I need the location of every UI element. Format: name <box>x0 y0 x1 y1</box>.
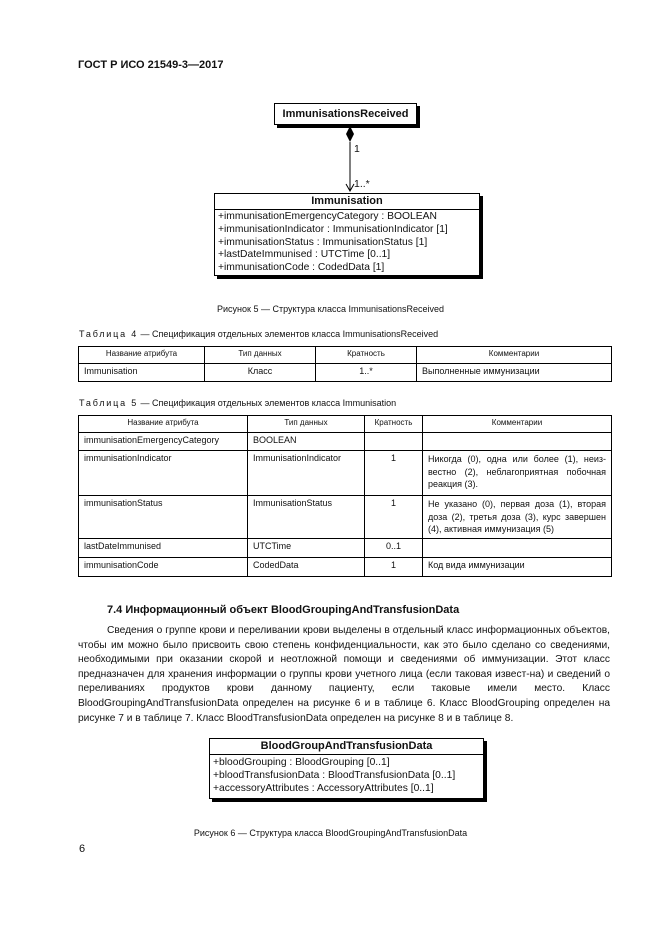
uml-class-title: BloodGroupAndTransfusionData <box>210 739 483 755</box>
paragraph: Сведения о группе крови и переливании крови выделены в отдельный класс информационных объектов, чтобы им можно было присвоить свою степень конфиденциальности, как это было сделано со сведениями, необходимыми при оказании скорой и неотложной помощи и сведениями об иммунизации. Этот класс предназначен для хранения информации о группы крови учетного лица (если таковая извест-на) и сведений о переливаниях продуктов крови данному пациенту, если таковые имели место. Класс BloodGroupingAndTransfusionData определен на рисунке 6 и в таблице 6. Класс BloodGrouping определен на рисунке 7 и в таблице 7. Класс BloodTransfusionData определен на рисунке 8 и в таблице 8. <box>78 625 610 724</box>
column-header: Тип данных <box>205 347 316 364</box>
table-cell: 0..1 <box>365 539 423 558</box>
uml-attribute: +lastDateImmunised : UTCTime [0..1] <box>218 249 391 261</box>
uml-class-immunisations-received <box>274 103 417 125</box>
table-cell: immunisationEmergencyCategory <box>79 433 248 451</box>
table-cell: ImmunisationStatus <box>248 496 365 539</box>
table-label: Таблица 5 <box>79 398 138 408</box>
column-header: Комментарии <box>417 347 612 364</box>
table-cell: 1..* <box>316 364 417 382</box>
column-header: Кратность <box>316 347 417 364</box>
table-cell: CodedData <box>248 558 365 577</box>
table-cell: Не указано (0), первая доза (1), вторая доза (2), третья доза (3), курс завершен (4), активная иммунизация (5) <box>423 496 612 539</box>
table-cell <box>423 433 612 451</box>
table-header-row <box>79 416 612 433</box>
section-heading: 7.4 Информационный объект BloodGroupingAndTransfusionData <box>107 604 460 616</box>
composition-diamond <box>346 126 354 142</box>
table-cell: immunisationCode <box>79 558 248 577</box>
table-cell: Код вида иммунизации <box>423 558 612 577</box>
table-row <box>79 451 612 496</box>
table-cell: immunisationIndicator <box>79 451 248 496</box>
figure-6-caption: Рисунок 6 — Структура класса BloodGroupingAndTransfusionData <box>193 828 468 838</box>
table-cell: 1 <box>365 496 423 539</box>
document-header: ГОСТ Р ИСО 21549-3—2017 <box>78 59 224 71</box>
table-header-row <box>79 347 612 364</box>
table-5 <box>78 415 612 577</box>
table-cell: immunisationStatus <box>79 496 248 539</box>
uml-class-title: Immunisation <box>215 194 479 210</box>
column-header: Тип данных <box>248 416 365 433</box>
section-body <box>78 624 610 726</box>
table-row <box>79 496 612 539</box>
table-title: — Спецификация отдельных элементов класса Immunisation <box>138 398 397 408</box>
multiplicity-parent: 1 <box>354 143 360 155</box>
uml-attribute: +immunisationIndicator : ImmunisationIndicator [1] <box>218 223 448 235</box>
table-cell: 1 <box>365 558 423 577</box>
table-cell: Никогда (0), одна или более (1), неиз-вестно (2), неблагоприятная побочная реакция (3). <box>423 451 612 496</box>
column-header: Название атрибута <box>79 347 205 364</box>
uml-attribute: +immunisationEmergencyCategory : BOOLEAN <box>218 211 437 222</box>
table-label: Таблица 4 <box>79 329 138 339</box>
column-header: Комментарии <box>423 416 612 433</box>
uml-attribute: +accessoryAttributes : AccessoryAttributes [0..1] <box>213 782 434 794</box>
uml-attribute: +bloodTransfusionData : BloodTransfusionData [0..1] <box>213 769 456 781</box>
table-row <box>79 558 612 577</box>
page-number: 6 <box>79 843 86 855</box>
table-cell <box>423 539 612 558</box>
table-cell: lastDateImmunised <box>79 539 248 558</box>
table-row <box>79 539 612 558</box>
uml-attribute: +immunisationStatus : ImmunisationStatus [1] <box>218 236 428 248</box>
table-cell <box>365 433 423 451</box>
column-header: Кратность <box>365 416 423 433</box>
uml-class-title: ImmunisationsReceived <box>282 108 409 120</box>
table-cell: Выполненные иммунизации <box>417 364 612 382</box>
uml-class-blood-group-and-transfusion-data <box>209 738 484 799</box>
multiplicity-child: 1..* <box>354 178 370 190</box>
table-4 <box>78 346 612 382</box>
figure-5-caption: Рисунок 5 — Структура класса ImmunisationsReceived <box>217 304 444 314</box>
uml-attribute: +immunisationCode : CodedData [1] <box>218 262 385 274</box>
table-cell: Класс <box>205 364 316 382</box>
table-cell: 1 <box>365 451 423 496</box>
table-title: — Спецификация отдельных элементов класса ImmunisationsReceived <box>138 329 439 339</box>
table-4-caption <box>79 329 438 339</box>
table-row <box>79 364 612 382</box>
table-row <box>79 433 612 451</box>
uml-class-immunisation <box>214 193 480 276</box>
table-5-caption <box>79 398 396 408</box>
table-cell: BOOLEAN <box>248 433 365 451</box>
column-header: Название атрибута <box>79 416 248 433</box>
uml-attribute: +bloodGrouping : BloodGrouping [0..1] <box>213 757 390 768</box>
table-cell: UTCTime <box>248 539 365 558</box>
table-cell: Immunisation <box>79 364 205 382</box>
table-cell: ImmunisationIndicator <box>248 451 365 496</box>
